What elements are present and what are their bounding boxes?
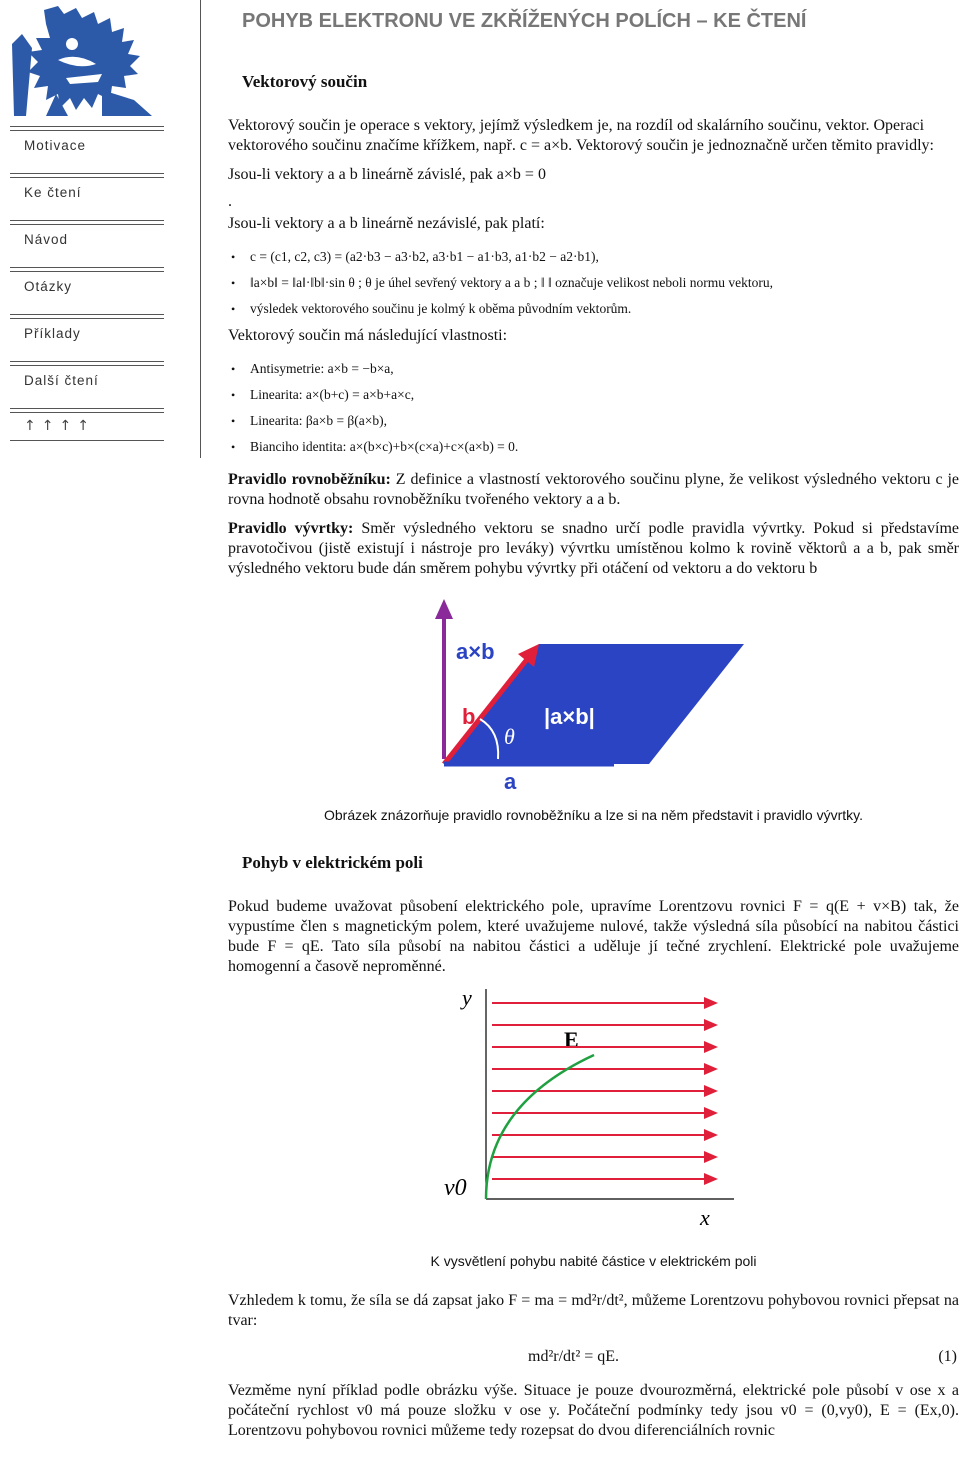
main-content (228, 62, 959, 1441)
parallelogram-figure (414, 599, 774, 799)
cvut-lion-logo-icon[interactable] (6, 4, 154, 120)
page-title: POHYB ELEKTRONU VE ZKŘÍŽENÝCH POLÍCH – KE ČTENÍ (242, 10, 807, 32)
example-text: Vezměme nyní příklad podle obrázku výše. Situace je pouze dvourozměrná, elektrické pole působí v ose x a počáteční rychlost v0 má pouze složku v ose y. Počáteční podmínky tedy jsou v0 = (0,vy0), E = (Ex,0). Lorentzovu pohybovou rovnici můžeme tedy rozepsat do dvou diferenciálních rovnic (228, 1382, 959, 1439)
sidebar-item-up-arrows[interactable] (10, 408, 164, 448)
list-item: • výsledek vektorového součinu je kolmý k oběma původním vektorům. (250, 300, 959, 318)
electric-field-figure (444, 985, 744, 1245)
y-axis-label: y (461, 985, 472, 1010)
v0-label: v0 (443, 1175, 467, 1201)
sidebar-item-otazky[interactable] (10, 267, 164, 314)
equation-number: (1) (938, 1348, 957, 1365)
axb-arrowhead-icon (435, 599, 453, 619)
list-item: • Antisymetrie: a×b = −b×a, (250, 360, 959, 378)
parallelogram-rule (228, 470, 959, 510)
properties-list (228, 360, 959, 456)
up-arrow-icon[interactable]: ↑↑↑↑ (24, 418, 95, 434)
properties-intro: Vektorový součin má následující vlastnosti: (228, 327, 508, 344)
trajectory-curve (486, 1055, 594, 1199)
sidebar-item-label[interactable]: Ke čtení (24, 185, 82, 200)
sidebar-item-navod[interactable] (10, 220, 164, 267)
independent-rule: Jsou-li vektory a a b lineárně nezávislé, pak platí: (228, 215, 545, 232)
sidebar-item-priklady[interactable] (10, 314, 164, 361)
dependent-rule: Jsou-li vektory a a b lineárně závislé, pak a×b = 0 (228, 166, 546, 183)
sidebar-item-label[interactable]: Motivace (24, 138, 87, 153)
sidebar-item-label[interactable]: Otázky (24, 279, 73, 294)
sidebar (0, 0, 200, 460)
list-item: • ‖a×b‖ = ‖a‖·‖b‖·sin θ ; θ je úhel sevřený vektory a a b ; ‖ ‖ označuje velikost neboli normu vektoru, (250, 274, 959, 292)
field-arrowhead-icon (704, 1129, 718, 1141)
theta-label: θ (503, 724, 515, 749)
parallelogram-rule-text: Z definice a vlastností vektorového součinu plyne, že velikost výsledného vektoru c je rovna hodnotě obsahu rovnoběžníku tvořeného vektory a a b. (228, 471, 960, 508)
screw-rule (228, 519, 959, 579)
axb-label: a×b (455, 639, 495, 664)
list-item: • Bianciho identita: a×(b×c)+b×(c×a)+c×(a×b) = 0. (250, 438, 959, 456)
figure-caption: Obrázek znázorňuje pravidlo rovnoběžníku a lze si na něm představit i pravidlo vývrtky. (324, 807, 863, 823)
definition-list (228, 248, 959, 318)
x-axis-label: x (699, 1205, 710, 1230)
sidebar-item-label[interactable]: Další čtení (24, 373, 99, 388)
sidebar-item-dalsi-cteni[interactable] (10, 361, 164, 408)
section-heading-cross-product: Vektorový součin (242, 72, 368, 91)
norm-label: |a×b| (543, 704, 595, 729)
field-arrowhead-icon (704, 1151, 718, 1163)
cross-product-intro: Vektorový součin je operace s vektory, jejímž výsledkem je, na rozdíl od skalárního součinu, vektor. Operaci vektorového součinu značíme křížkem, např. c = a×b. Vektorový součin je jednoznačně určen těmito pravidly: (228, 117, 934, 154)
electric-field-intro: Pokud budeme uvažovat působení elektrického pole, upravíme Lorentzovu rovnici F = q(E + v×B) tak, že vypustíme člen s magnetickým polem, které uvažujeme nulové, takže výsledná síla působící na nabitou částici bude F = qE. Tato síla působí na nabitou částici a uděluje jí tečné zrychlení. Elektrické pole uvažujeme homogenní a časově neproměnné. (228, 898, 959, 975)
sidebar-item-motivace[interactable] (10, 126, 164, 173)
b-label: b (461, 704, 475, 729)
equation-row (228, 1347, 959, 1369)
sidebar-divider (200, 0, 201, 458)
field-arrowhead-icon (704, 1063, 718, 1075)
sidebar-item-ke-cteni[interactable] (10, 173, 164, 220)
separator-dot: . (228, 193, 232, 210)
sidebar-item-label[interactable]: Návod (24, 232, 69, 247)
field-label: E (563, 1027, 579, 1052)
field-arrowhead-icon (704, 1173, 718, 1185)
field-arrowhead-icon (704, 997, 718, 1009)
field-arrowhead-icon (704, 1041, 718, 1053)
list-item: • Linearita: βa×b = β(a×b), (250, 412, 959, 430)
section-heading-electric-field: Pohyb v elektrickém poli (242, 853, 423, 872)
sidebar-nav (10, 126, 164, 448)
list-item: • c = (c1, c2, c3) = (a2·b3 − a3·b2, a3·b1 − a1·b3, a1·b2 − a2·b1), (250, 248, 959, 266)
field-arrows (492, 997, 718, 1185)
field-arrowhead-icon (704, 1107, 718, 1119)
list-item: • Linearita: a×(b+c) = a×b+a×c, (250, 386, 959, 404)
a-label: a (503, 769, 516, 794)
force-text: Vzhledem k tomu, že síla se dá zapsat jako F = ma = md²r/dt², můžeme Lorentzovu pohybovou rovnici přepsat na tvar: (228, 1292, 959, 1329)
screw-rule-text: Směr výsledného vektoru se snadno určí podle pravidla vývrtky. Pokud si představíme pravotočivou (jistě existují i nástroje pro leváky) vývrtku umístěnou kolmo k rovině věktorů a a b, pak směr výsledného vektoru bude dán směrem pohybu vývrtky při otáčení od vektoru a do vektoru b (228, 520, 960, 577)
parallelogram-rule-label: Pravidlo rovnoběžníku: (228, 471, 391, 488)
sidebar-item-label[interactable]: Příklady (24, 326, 81, 341)
screw-rule-label: Pravidlo vývrtky: (228, 520, 354, 537)
figure-caption: K vysvětlení pohybu nabité částice v elektrickém poli (430, 1253, 757, 1269)
field-arrowhead-icon (704, 1019, 718, 1031)
field-arrowhead-icon (704, 1085, 718, 1097)
equation: md²r/dt² = qE. (528, 1348, 620, 1365)
